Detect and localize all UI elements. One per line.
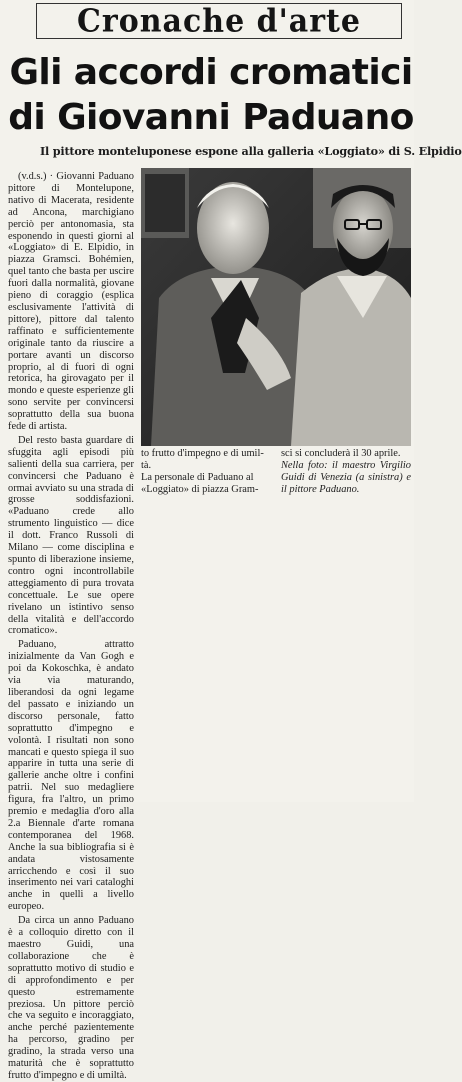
tail-line: tà. <box>141 459 152 471</box>
article-photo <box>141 168 411 446</box>
article-paragraph: Da circa un anno Paduano è a colloquio diretto con il maestro Guidi, una collaborazione che è soprattutto motivo di studio e di approfondimento e per questo estremamente preziosa. Un pittore perciò che va seguito e incoraggiato, anche perché pazientemente ha percorso, gradino per gradino, la strada verso una maturità che è soprattutto frutto d'impegno e di umiltà. <box>8 915 134 1081</box>
section-kicker-box <box>36 3 402 39</box>
photo-caption: Nella foto: il maestro Virgilio Guidi di Venezia (a sinistra) e il pittore Paduano. <box>281 459 411 495</box>
tail-line: to frutto d'impegno e di umil- <box>141 448 264 459</box>
article-tail-column-1 <box>141 448 275 496</box>
article-tail-column-2 <box>281 448 411 496</box>
subheadline: Il pittore monteluponese espone alla galleria «Loggiato» di S. Elpidio <box>40 144 462 158</box>
tail-line: «Loggiato» di piazza Gram- <box>141 483 259 495</box>
article-paragraph: Paduano, attratto inizialmente da Van Gogh e poi da Kokoschka, è andato via via maturando, liberandosi da ogni legame del passato e iniziando un discorso personale, fatto soprattutto d'impegno e volontà. I risultati non sono mancati e questo spiega il suo apparire in tutta una serie di gallerie anche oltre i confini patrii. Nel suo medagliere figura, fra l'altro, un primo premio e medaglia d'oro alla 2.a Biennale d'arte romana contemporanea del 1968. Anche la sua bibliografia si è andata vistosamente arricchendo e così il suo inserimento nei vari cataloghi anche in quelli a livello europeo. <box>8 639 134 913</box>
tail-line: La personale di Paduano al <box>141 471 254 483</box>
article-paragraph: (v.d.s.) · Giovanni Paduano pittore di Montelupone, nativo di Macerata, residente ad Ancona, marchigiano perciò per antonomasia, sta esponendo in questi giorni al «Loggiato» di E. Elpidio, in piazza Gramsci. Bohémien, quel tanto che basta per uscire fuori dalla normalità, giovane pieno di coraggio (esplica esclusivamente l'attività di pittore), pittore dal talento raffinato e sufficientemente originale tanto da riuscire a portare avanti un discorso proprio, al di fuori di ogni retorica, ha girovagato per il mondo e queste esperienze gli sono servite per convincersi soprattutto della sua buona fede di artista. <box>8 171 134 433</box>
article-paragraph: Del resto basta guardare di sfuggita agli episodi più salienti della sua carriera, per convincersi che Paduano è ormai avviato su una strada di grosse soddisfazioni. «Paduano crede allo strumento linguistico — dice il dott. Franco Russoli di Milano — come disciplina e spunto di liberazione insieme, contro ogni incontrollabile atteggiamento di pura trovata concettuale. Le sue opere rivelano un istintivo senso della vitalità e dell'accordo cromatico». <box>8 434 134 637</box>
section-kicker: Cronache d'arte <box>77 2 361 40</box>
article-column <box>8 171 134 1081</box>
headline-line-1: Gli accordi cromatici <box>9 52 413 93</box>
headline-line-2: di Giovanni Paduano <box>8 97 414 138</box>
tail-line: sci si concluderà il 30 aprile. <box>281 448 401 459</box>
